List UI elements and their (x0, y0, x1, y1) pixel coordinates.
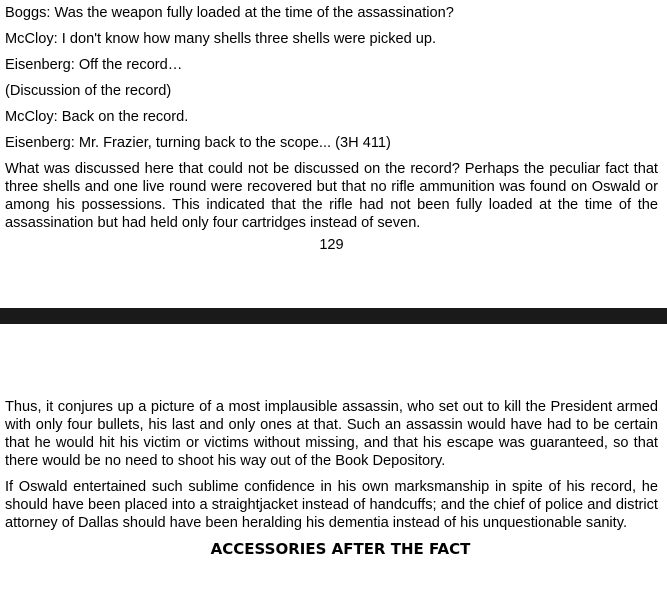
transcript-line-mccloy: McCloy: I don't know how many shells three shells were picked up. (5, 31, 437, 47)
page-number: 129 (319, 237, 344, 253)
top-page-content (0, 4, 667, 254)
body-paragraph: If Oswald entertained such sublime confidence in his own marksmanship in spite of his record, he should have been placed into a straightjacket instead of handcuffs; and the chief of police and district attorney of Dallas should have been heralding his dementia instead of his unquestionable sanity. (5, 479, 658, 531)
body-paragraph: Thus, it conjures up a picture of a most implausible assassin, who set out to kill the President armed with only four bullets, his last and only ones at that. Such an assassin would have had to be certain that he would hit his victim or victims without missing, and that his escape was guaranteed, so that there would be no need to shoot his way out of the Book Depository. (5, 399, 658, 469)
running-title: ACCESSORIES AFTER THE FACT (210, 540, 471, 558)
body-paragraph: What was discussed here that could not be discussed on the record? Perhaps the peculiar fact that three shells and one live round were recovered but that no rifle ammunition was found on Oswald or among his possessions. This indicated that the rifle had not been fully loaded at the time of the assassination but had held only four cartridges instead of seven. (5, 161, 658, 231)
page-divider (0, 308, 667, 324)
transcript-line-mccloy-back: McCloy: Back on the record. (5, 109, 189, 125)
transcript-line-boggs: Boggs: Was the weapon fully loaded at the time of the assassination? (5, 5, 454, 21)
transcript-line-eisenberg-off-record: Eisenberg: Off the record… (5, 57, 183, 73)
transcript-line-discussion: (Discussion of the record) (5, 83, 172, 99)
bottom-page-content (0, 398, 667, 558)
transcript-line-eisenberg-scope: Eisenberg: Mr. Frazier, turning back to the scope... (3H 411) (5, 135, 391, 151)
